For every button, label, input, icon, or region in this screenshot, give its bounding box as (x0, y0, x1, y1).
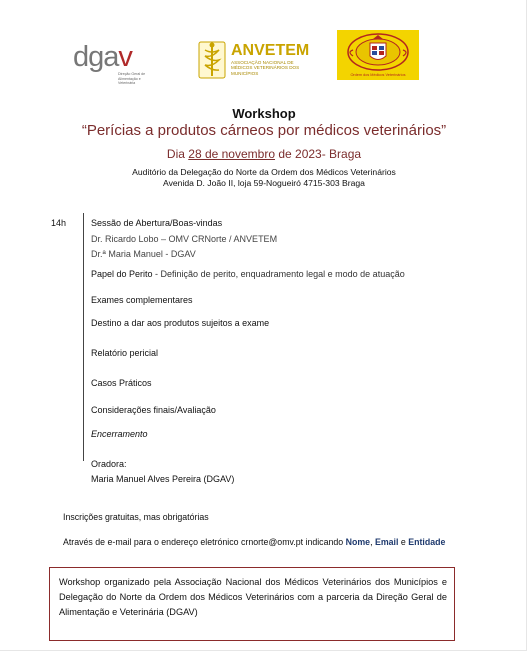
anvetem-logo (197, 40, 327, 82)
event-date-day: 28 de novembro (188, 147, 275, 161)
venue-line-2: Avenida D. João II, loja 59-Nogueiró 4715-303 Braga (163, 178, 365, 188)
omv-logo (337, 30, 419, 80)
program-item-closing: Encerramento (91, 429, 148, 439)
program-time: 14h (51, 218, 67, 228)
program-role-desc: - Definição de perito, enquadramento legal e modo de atuação (152, 269, 405, 279)
anvetem-wordmark: ANVETEM (231, 42, 310, 59)
program-opening-title: Sessão de Abertura/Boas-vindas (91, 218, 223, 228)
registration-instructions: Através de e-mail para o endereço eletrónico crnorte@omv.pt indicando Nome, Email e Entidade (63, 537, 446, 547)
dgav-subtitle: Direção Geral de Alimentação e Veterinária (118, 72, 146, 86)
venue-line-1: Auditório da Delegação do Norte da Ordem dos Médicos Veterinários (132, 167, 396, 177)
event-date: Dia 28 de novembro de 2023- Braga (166, 147, 362, 161)
field-entity: Entidade (408, 537, 446, 547)
workshop-label: Workshop (232, 106, 296, 121)
speaker-label: Oradora: (91, 459, 127, 469)
program-item-final: Considerações finais/Avaliação (91, 405, 216, 415)
field-email: Email (374, 537, 399, 547)
program-item-report: Relatório pericial (91, 348, 159, 358)
program-opening-speaker-1: Dr. Ricardo Lobo – OMV CRNorte / ANVETEM (91, 234, 278, 244)
speaker-name: Maria Manuel Alves Pereira (DGAV) (91, 474, 235, 484)
program-item-exams: Exames complementares (91, 295, 193, 305)
program-divider (83, 213, 84, 461)
omv-coat-of-arms-icon (337, 30, 419, 74)
workshop-title: “Perícias a produtos cárneos por médicos veterinários” (81, 122, 447, 139)
program-item-cases: Casos Práticos (91, 378, 152, 388)
dgav-logo (73, 42, 153, 90)
caduceus-icon (197, 40, 227, 80)
program-role-title: Papel do Perito (91, 269, 153, 279)
program-opening-speaker-2: Dr.ª Maria Manuel - DGAV (91, 249, 196, 259)
anvetem-subtitle: ASSOCIAÇÃO NACIONAL DE MÉDICOS VETERINÁRIOS DOS MUNICÍPIOS (231, 60, 300, 76)
organizer-text: Workshop organizado pela Associação Nacional dos Médicos Veterinários dos Municípios e Delegação do Norte da Ordem dos Médicos Veterinários com a parceria da Direção Geral de Alimentação e Veterinária (DGAV) (59, 577, 447, 617)
registration-note: Inscrições gratuitas, mas obrigatórias (63, 512, 209, 522)
program-role-of-expert (91, 269, 405, 279)
organizer-box (49, 567, 455, 641)
program-item-destination: Destino a dar aos produtos sujeitos a exame (91, 318, 270, 328)
omv-caption: Ordem dos Médicos Veterinários (350, 73, 406, 77)
field-name: Nome (345, 537, 371, 547)
dgav-wordmark: dgav (73, 41, 132, 73)
